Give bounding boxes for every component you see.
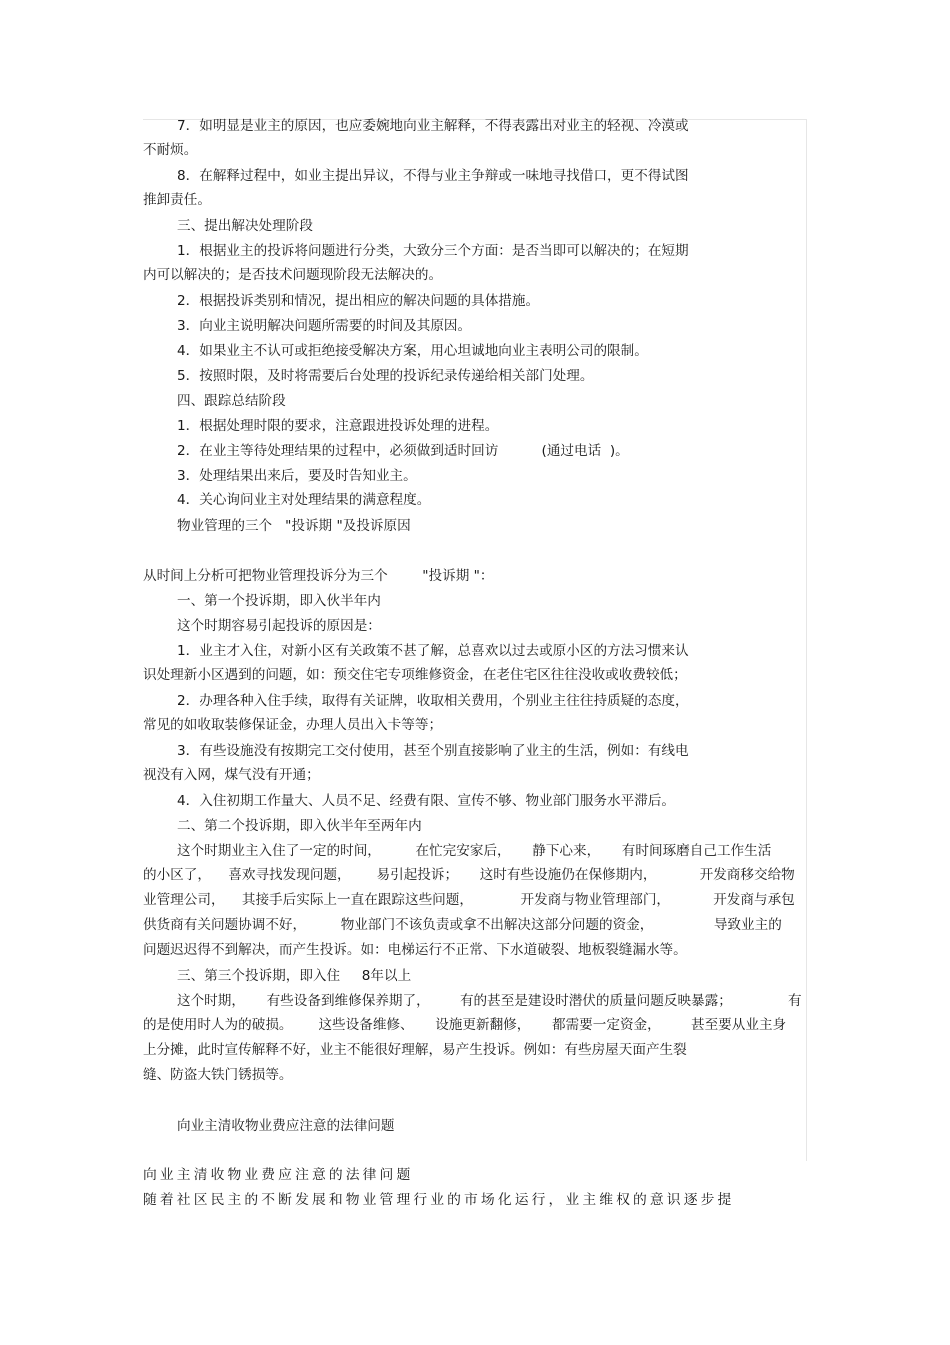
paragraph-line: 2．在业主等待处理结果的过程中，必须做到适时回访 (通过电话 )。 [177, 443, 629, 459]
paragraph-line: 8．在解释过程中，如业主提出异议，不得与业主争辩或一味地寻找借口，更不得试图 [177, 168, 689, 184]
paragraph-line: 随着社区民主的不断发展和物业管理行业的市场化运行，业主维权的意识逐步提 [143, 1192, 735, 1208]
section-heading: 四、跟踪总结阶段 [177, 393, 286, 409]
paragraph-line: 1．根据业主的投诉将问题进行分类，大致分三个方面：是否当即可以解决的；在短期 [177, 243, 689, 259]
paragraph-line: 从时间上分析可把物业管理投诉分为三个 "投诉期 "： [143, 568, 494, 584]
paragraph-line: 3．有些设施没有按期完工交付使用，甚至个别直接影响了业主的生活，例如：有线电 [177, 743, 689, 759]
paragraph-line: 供货商有关问题协调不好， 物业部门不该负责或拿不出解决这部分问题的资金， 导致业主的 [143, 917, 782, 933]
paragraph-line: 这个时期业主入住了一定的时间， 在忙完安家后， 静下心来， 有时间琢磨自己工作生活 [177, 843, 772, 859]
paragraph-line: 2．办理各种入住手续，取得有关证牌，收取相关费用，个别业主往往持质疑的态度， [177, 693, 689, 709]
paragraph-line: 1．根据处理时限的要求，注意跟进投诉处理的进程。 [177, 418, 499, 434]
paragraph-line: 4．关心询问业主对处理结果的满意程度。 [177, 492, 431, 508]
paragraph-line: 缝、防盗大铁门锈损等。 [143, 1067, 293, 1083]
article-title: 物业管理的三个 "投诉期 "及投诉原因 [177, 518, 411, 534]
paragraph-line: 常见的如收取装修保证金，办理人员出入卡等等； [143, 717, 443, 733]
paragraph-line: 4．如果业主不认可或拒绝接受解决方案，用心坦诚地向业主表明公司的限制。 [177, 343, 648, 359]
paragraph-line: 1．业主才入住，对新小区有关政策不甚了解，总喜欢以过去或原小区的方法习惯来认 [177, 643, 689, 659]
paragraph-line: 5．按照时限，及时将需要后台处理的投诉纪录传递给相关部门处理。 [177, 368, 594, 384]
paragraph-line: 问题迟迟得不到解决，而产生投诉。如：电梯运行不正常、下水道破裂、地板裂缝漏水等。 [143, 942, 687, 958]
section-heading: 三、提出解决处理阶段 [177, 218, 313, 234]
paragraph-line: 推卸责任。 [143, 192, 211, 208]
paragraph-line: 3．向业主说明解决问题所需要的时间及其原因。 [177, 318, 472, 334]
paragraph-line: 这个时期容易引起投诉的原因是： [177, 618, 381, 634]
paragraph-line: 识处理新小区遇到的问题，如：预交住宅专项维修资金，在老住宅区往往没收或收费较低； [143, 667, 687, 683]
paragraph-line: 上分摊，此时宣传解释不好，业主不能很好理解，易产生投诉。例如：有些房屋天面产生裂 [143, 1042, 687, 1058]
paragraph-line: 视没有入网，煤气没有开通； [143, 767, 320, 783]
paragraph-line: 的小区了， 喜欢寻找发现问题， 易引起投诉； 这时有些设施仍在保修期内， 开发商移交给物 [143, 867, 795, 883]
page-frame-right [806, 119, 807, 1161]
paragraph-line: 的是使用时人为的破损。 这些设备维修、 设施更新翻修， 都需要一定资金， 甚至要从业主身 [143, 1017, 787, 1033]
section-heading: 二、第二个投诉期，即入伙半年至两年内 [177, 818, 422, 834]
paragraph-line: 2．根据投诉类别和情况，提出相应的解决问题的具体措施。 [177, 293, 540, 309]
paragraph-line: 7．如明显是业主的原因，也应委婉地向业主解释，不得表露出对业主的轻视、冷漠或 [177, 118, 689, 134]
article-title: 向业主清收物业费应注意的法律问题 [143, 1167, 414, 1183]
section-heading: 三、第三个投诉期，即入住 8年以上 [177, 968, 412, 984]
paragraph-line: 这个时期， 有些设备到维修保养期了， 有的甚至是建设时潜伏的质量问题反映暴露； 有 [177, 993, 802, 1009]
section-heading: 一、第一个投诉期，即入伙半年内 [177, 593, 381, 609]
paragraph-line: 3．处理结果出来后，要及时告知业主。 [177, 468, 417, 484]
paragraph-line: 内可以解决的；是否技术问题现阶段无法解决的。 [143, 267, 443, 283]
paragraph-line: 不耐烦。 [143, 142, 198, 158]
article-title: 向业主清收物业费应注意的法律问题 [177, 1118, 395, 1134]
paragraph-line: 4．入住初期工作量大、人员不足、经费有限、宣传不够、物业部门服务水平滞后。 [177, 793, 676, 809]
paragraph-line: 业管理公司， 其接手后实际上一直在跟踪这些问题， 开发商与物业管理部门， 开发商与承包 [143, 892, 795, 908]
